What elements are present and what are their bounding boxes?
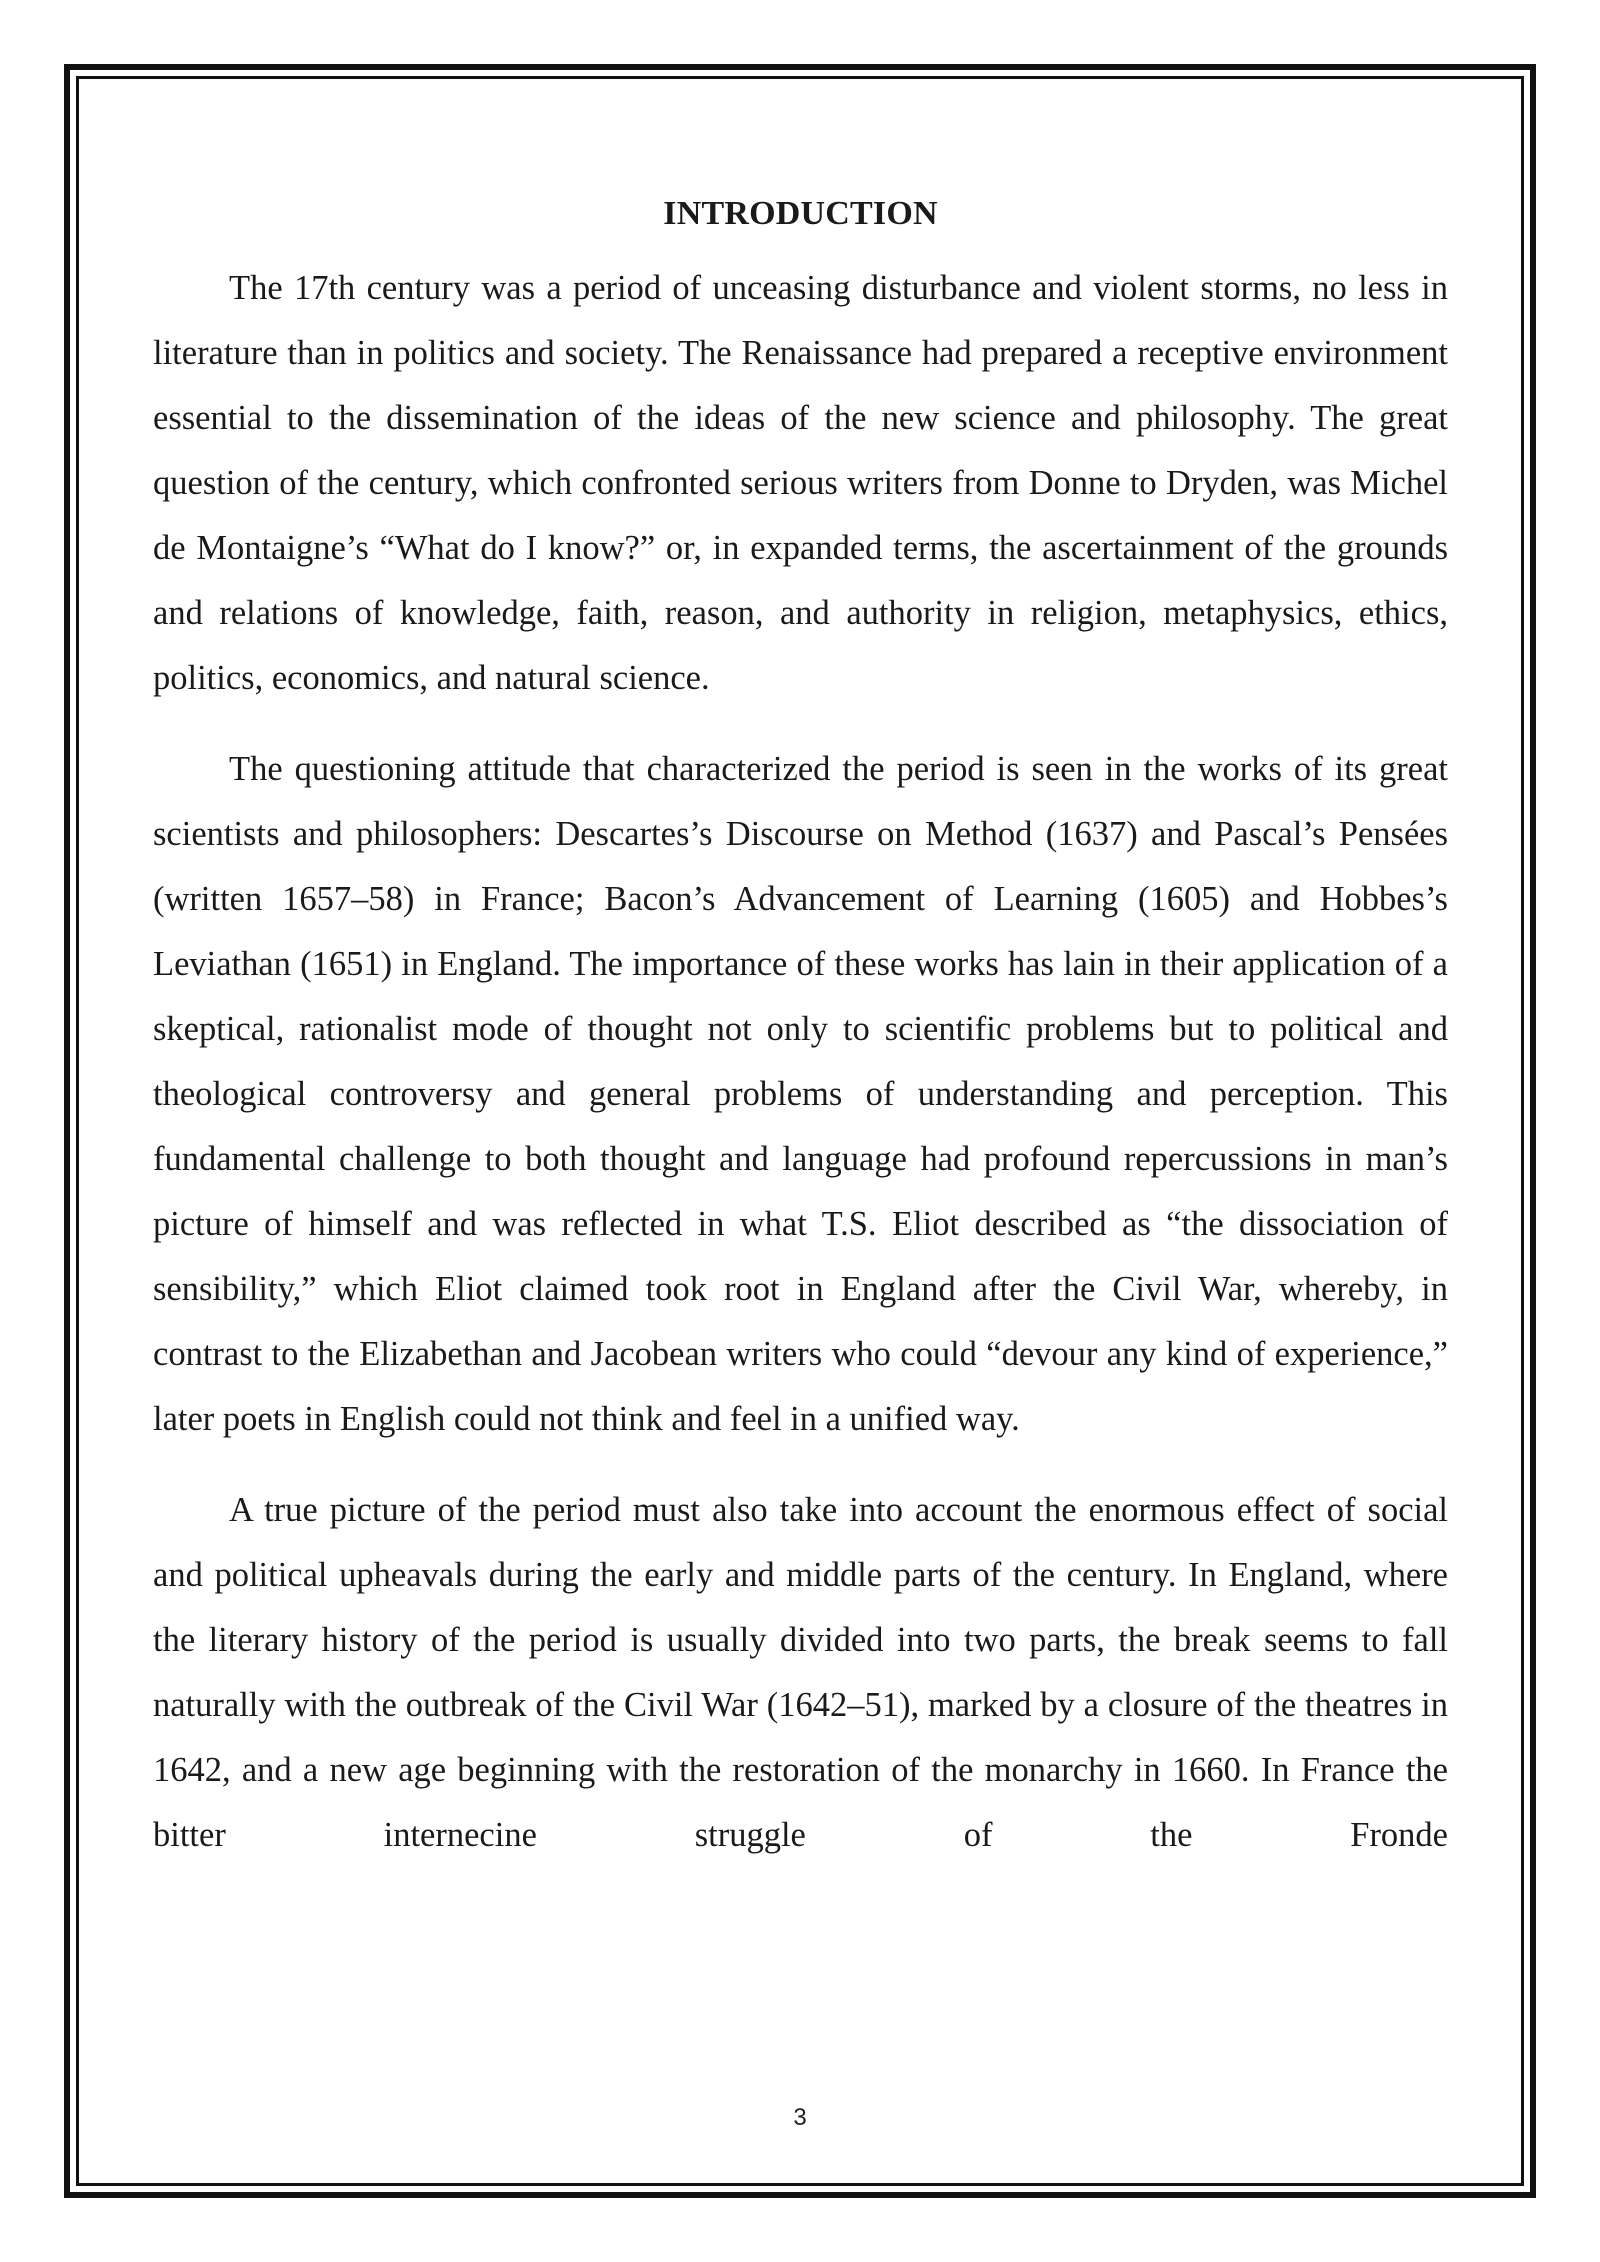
paragraph-1: The 17th century was a period of unceasing disturbance and violent storms, no less in literature than in politics and society. The Renaissance had prepared a receptive environment essential to the dissemination of the ideas of the new science and philosophy. The great question of the century, which confronted serious writers from Donne to Dryden, was Michel de Montaigne’s “What do I know?” or, in expanded terms, the ascertainment of the grounds and relations of knowledge, faith, reason, and authority in religion, metaphysics, ethics, politics, economics, and natural science. [153,269,1448,697]
page-number: 3 [793,2104,807,2131]
paragraph-3: A true picture of the period must also take into account the enormous effect of social and political upheavals during the early and middle parts of the century. In England, where the literary history of the period is usually divided into two parts, the break seems to fall naturally with the outbreak of the Civil War (1642–51), marked by a closure of the theatres in 1642, and a new age beginning with the restoration of the monarchy in 1660. In France the bitter internecine struggle of the Fronde [153,1491,1448,1854]
document-body [153,186,1448,1894]
page-heading: INTRODUCTION [663,195,938,232]
paragraph-2: The questioning attitude that characterized the period is seen in the works of its great scientists and philosophers: Descartes’s Discourse on Method (1637) and Pascal’s Pensées (written 1657–58) in France; Bacon’s Advancement of Learning (1605) and Hobbes’s Leviathan (1651) in England. The importance of these works has lain in their application of a skeptical, rationalist mode of thought not only to scientific problems but to political and theological controversy and general problems of understanding and perception. This fundamental challenge to both thought and language had profound repercussions in man’s picture of himself and was reflected in what T.S. Eliot described as “the dissociation of sensibility,” which Eliot claimed took root in England after the Civil War, whereby, in contrast to the Elizabethan and Jacobean writers who could “devour any kind of experience,” later poets in English could not think and feel in a unified way. [153,750,1448,1438]
